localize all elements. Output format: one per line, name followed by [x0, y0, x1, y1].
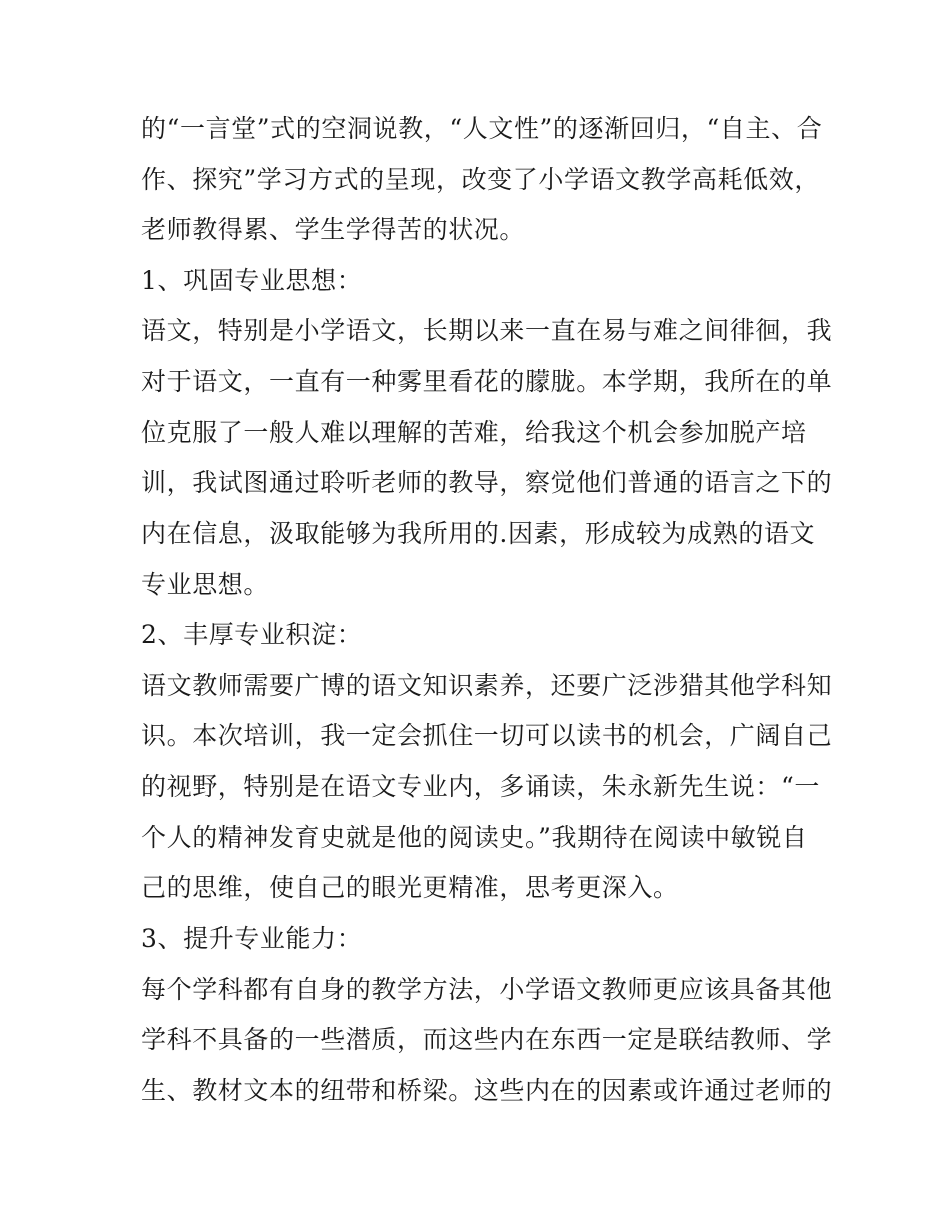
text-line: 对于语文，一直有一种雾里看花的朦胧。本学期，我所在的单 [141, 367, 833, 396]
text-line: 位克服了一般人难以理解的苦难，给我这个机会参加脱产培 [141, 418, 807, 447]
text-line: 己的思维，使自己的眼光更精准，思考更深入。 [141, 873, 679, 902]
text-line: 识。本次培训，我一定会抓住一切可以读书的机会，广阔自己 [141, 721, 833, 750]
text-line: 训，我试图通过聆听老师的教导，察觉他们普通的语言之下的 [141, 468, 833, 497]
text-line: 个人的精神发育史就是他的阅读史。”我期待在阅读中敏锐自 [141, 823, 808, 852]
text-line: 语文教师需要广博的语文知识素养，还要广泛涉猎其他学科知 [141, 671, 833, 700]
section-heading-3: 3、提升专业能力： [141, 924, 363, 953]
section-heading-1: 1、巩固专业思想： [141, 266, 363, 295]
text-line: 内在信息，汲取能够为我所用的.因素，形成较为成熟的语文 [141, 519, 816, 548]
text-line: 老师教得累、学生学得苦的状况。 [141, 215, 526, 244]
text-line: 每个学科都有自身的教学方法，小学语文教师更应该具备其他 [141, 975, 833, 1004]
text-line: 的“一言堂”式的空洞说教，“人文性”的逐渐回归，“自主、合 [141, 114, 823, 143]
text-line: 的视野，特别是在语文专业内，多诵读，朱永新先生说：“一 [141, 772, 820, 801]
text-line: 语文，特别是小学语文，长期以来一直在易与难之间徘徊，我 [141, 316, 833, 345]
text-line: 专业思想。 [141, 570, 270, 599]
text-line: 学科不具备的一些潜质，而这些内在东西一定是联结教师、学 [141, 1025, 833, 1054]
section-heading-2: 2、丰厚专业积淀： [141, 620, 363, 649]
text-line: 生、教材文本的纽带和桥梁。这些内在的因素或许通过老师的 [141, 1076, 833, 1105]
text-line: 作、探究”学习方式的呈现，改变了小学语文教学高耗低效， [141, 165, 820, 194]
